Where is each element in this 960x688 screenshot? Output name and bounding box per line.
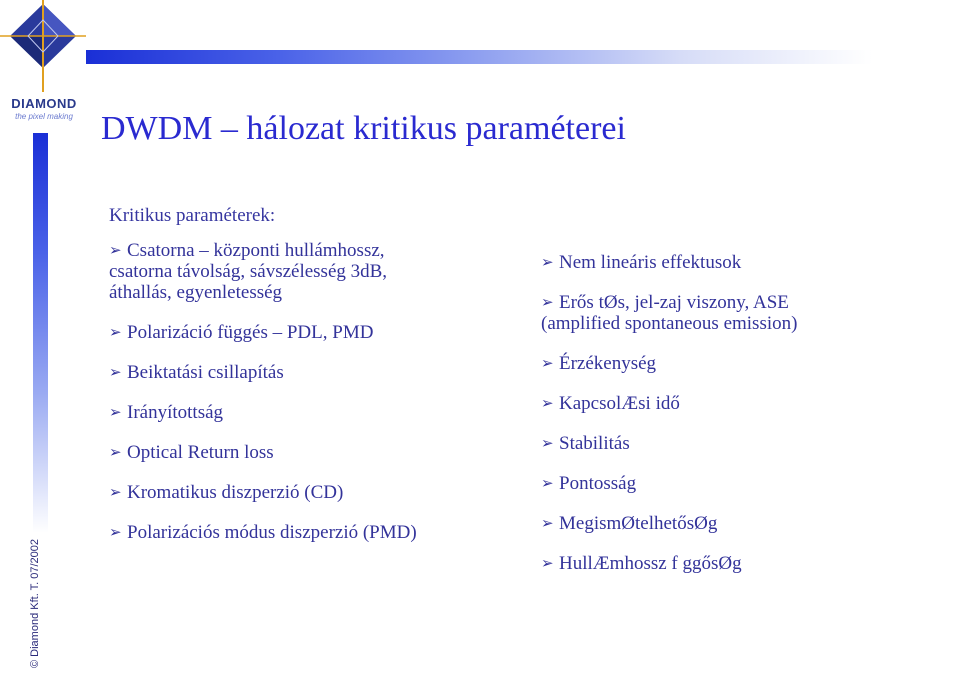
list-item-text: áthallás, egyenletesség (109, 282, 283, 303)
list-item-text: Polarizációs módus diszperzió (PMD) (127, 522, 417, 543)
list-item (109, 442, 519, 463)
list-item-text: Stabilitás (559, 433, 630, 454)
arrow-bullet-icon: ➢ (541, 474, 554, 492)
copyright-note: © Diamond Kft. T. 07/2002 (29, 539, 41, 668)
list-item (109, 362, 519, 383)
arrow-bullet-icon: ➢ (109, 323, 122, 341)
list-item (541, 473, 951, 494)
list-item-text: HullÆmhossz f ggősØg (559, 553, 742, 574)
list-item (541, 553, 951, 574)
list-item-text: KapcsolÆsi idő (559, 393, 680, 414)
list-item (109, 482, 519, 503)
list-item (541, 433, 951, 454)
list-item-text: Erős tØs, jel-zaj viszony, ASE (559, 292, 789, 313)
arrow-bullet-icon: ➢ (109, 363, 122, 381)
logo-tagline: the pixel making (15, 112, 73, 121)
diamond-logo (0, 0, 86, 128)
list-item (109, 522, 519, 543)
list-item-text: csatorna távolság, sávszélesség 3dB, (109, 261, 388, 282)
list-item-text: Csatorna – központi hullámhossz, (127, 240, 385, 261)
top-decorative-band (86, 50, 960, 64)
list-item (109, 402, 519, 423)
list-item (541, 353, 951, 374)
arrow-bullet-icon: ➢ (541, 293, 554, 311)
left-bullet-list (109, 240, 519, 562)
list-item-text: MegismØtelhetősØg (559, 513, 718, 534)
list-item-text: Polarizáció függés – PDL, PMD (127, 322, 374, 343)
arrow-bullet-icon: ➢ (109, 523, 122, 541)
section-heading: Kritikus paraméterek: (109, 205, 276, 226)
list-item-text: Irányítottság (127, 402, 224, 423)
arrow-bullet-icon: ➢ (541, 253, 554, 271)
arrow-bullet-icon: ➢ (109, 483, 122, 501)
list-item (541, 513, 951, 534)
list-item (541, 292, 951, 334)
list-item (541, 393, 951, 414)
list-item-text: Optical Return loss (127, 442, 274, 463)
list-item-text: Pontosság (559, 473, 637, 494)
diamond-logo-icon (0, 0, 86, 96)
right-bullet-list (541, 252, 951, 593)
list-item (541, 252, 951, 273)
arrow-bullet-icon: ➢ (541, 434, 554, 452)
slide-title: DWDM – hálozat kritikus paraméterei (101, 110, 626, 147)
list-item-text: Kromatikus diszperzió (CD) (127, 482, 344, 503)
arrow-bullet-icon: ➢ (541, 354, 554, 372)
arrow-bullet-icon: ➢ (541, 514, 554, 532)
list-item-text: Érzékenység (559, 353, 657, 374)
arrow-bullet-icon: ➢ (541, 394, 554, 412)
arrow-bullet-icon: ➢ (109, 403, 122, 421)
arrow-bullet-icon: ➢ (109, 241, 122, 259)
list-item (109, 322, 519, 343)
list-item-text: Nem lineáris effektusok (559, 252, 742, 273)
list-item-text: Beiktatási csillapítás (127, 362, 284, 383)
logo-name: DIAMOND (11, 96, 77, 111)
arrow-bullet-icon: ➢ (109, 443, 122, 461)
arrow-bullet-icon: ➢ (541, 554, 554, 572)
list-item (109, 240, 519, 303)
list-item-text: (amplified spontaneous emission) (541, 313, 798, 334)
left-decorative-band (33, 133, 48, 533)
